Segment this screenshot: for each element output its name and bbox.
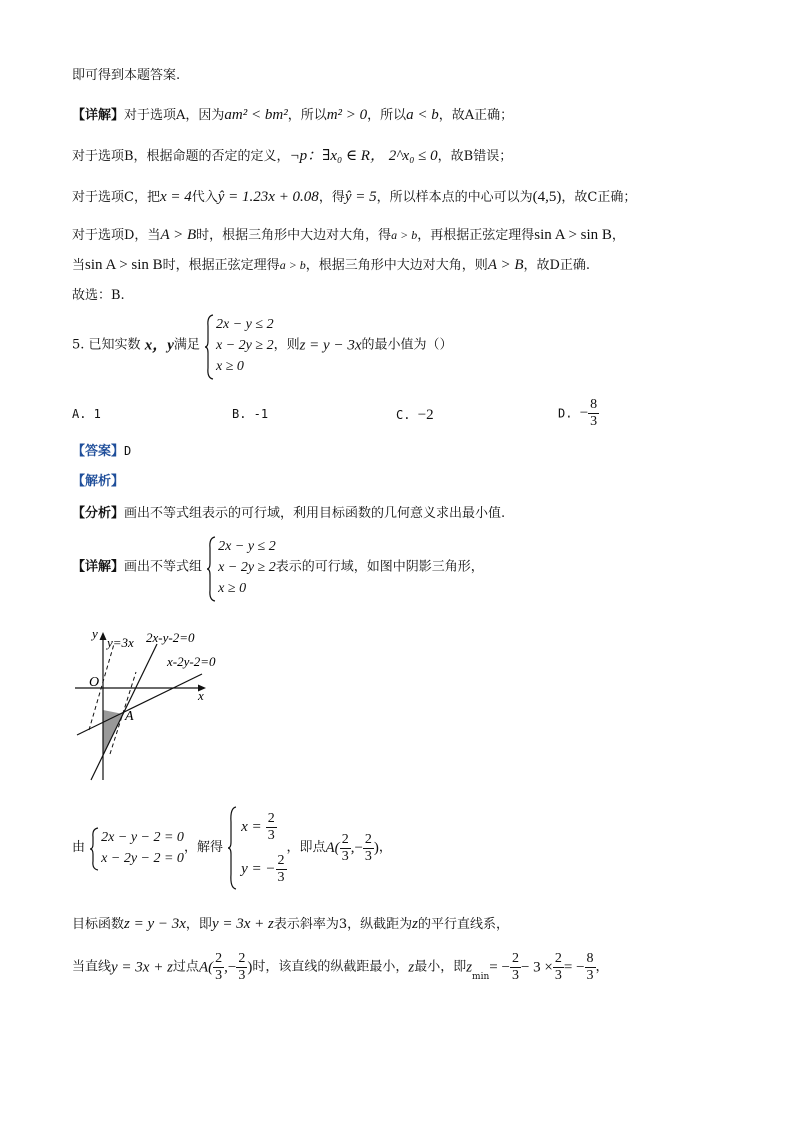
math: z bbox=[466, 959, 473, 976]
detail-option-d-2 bbox=[72, 255, 590, 276]
text: ，所以 bbox=[367, 108, 407, 123]
subscript: min bbox=[472, 972, 490, 982]
math: ,− bbox=[350, 840, 363, 856]
constraint-row: x − 2y ≥ 2 bbox=[218, 560, 276, 575]
numerator: 2 bbox=[364, 831, 372, 847]
fraction bbox=[236, 951, 247, 984]
constraint-system bbox=[206, 536, 276, 599]
denominator: 3 bbox=[364, 848, 372, 864]
text: 画出不等式组表示的可行域，利用目标函数的几何意义求出最小值. bbox=[124, 506, 506, 521]
numerator: 8 bbox=[590, 397, 598, 412]
detail-line bbox=[72, 536, 484, 599]
math: = − bbox=[563, 959, 585, 976]
fraction bbox=[588, 397, 599, 430]
numerator: 2 bbox=[341, 831, 349, 847]
point-a-label: A bbox=[125, 709, 134, 724]
denominator: 3 bbox=[554, 968, 562, 983]
math: − bbox=[579, 405, 589, 421]
math: (4,5) bbox=[532, 189, 562, 205]
text: ，得 bbox=[318, 190, 345, 205]
text: 表示斜率为3，纵截距为 bbox=[273, 917, 413, 932]
constraint-row: 2x − y ≤ 2 bbox=[218, 539, 276, 554]
text: 画出不等式组 bbox=[124, 559, 203, 575]
text: 最小，即 bbox=[414, 959, 467, 975]
text: ，所以样本点的中心可以为 bbox=[376, 190, 533, 205]
numerator: 2 bbox=[267, 810, 275, 826]
math: a < b bbox=[406, 107, 439, 123]
detail-tag: 【详解】 bbox=[72, 108, 125, 123]
detail-option-b bbox=[72, 146, 512, 167]
fraction bbox=[213, 951, 224, 984]
text: 故选：B. bbox=[72, 288, 125, 303]
text: 时，根据正弦定理得 bbox=[162, 258, 280, 273]
label-y-3x: y=3x bbox=[107, 635, 134, 650]
text: 当直线 bbox=[72, 959, 112, 975]
text: C. bbox=[396, 408, 411, 422]
target-line bbox=[72, 914, 509, 935]
numerator: 2 bbox=[511, 951, 519, 966]
text: ， bbox=[595, 959, 609, 975]
solve-line bbox=[72, 806, 392, 890]
math: sin A > sin B bbox=[85, 257, 163, 273]
math: y = 3x + z bbox=[211, 916, 274, 932]
math: x = bbox=[241, 819, 262, 835]
fraction bbox=[276, 853, 287, 886]
math: x = 4 bbox=[159, 189, 192, 205]
numerator: 2 bbox=[277, 852, 285, 868]
option-b bbox=[232, 407, 268, 421]
intro-text: 即可得到本题答案. bbox=[72, 68, 181, 83]
text: 过点 bbox=[172, 959, 199, 975]
text: 当 bbox=[72, 258, 86, 273]
math: z bbox=[408, 959, 415, 976]
denominator: 3 bbox=[215, 968, 223, 983]
text: 时，该直线的纵截距最小， bbox=[252, 959, 409, 975]
text: ，再根据正弦定理得 bbox=[417, 228, 535, 243]
detail-option-d-1 bbox=[72, 225, 625, 246]
fraction bbox=[340, 832, 351, 865]
intro-line bbox=[72, 66, 180, 86]
label-x-2y-2: x-2y-2=0 bbox=[167, 654, 216, 669]
text: A. 1 bbox=[72, 407, 101, 421]
math: A > B bbox=[487, 257, 524, 273]
y-axis-arrow-icon bbox=[100, 632, 107, 640]
brace-icon bbox=[227, 806, 237, 890]
math: A( bbox=[325, 840, 340, 856]
text: ，即点 bbox=[286, 840, 326, 855]
y-axis-label: y bbox=[92, 626, 98, 641]
text: 的平行直线系， bbox=[417, 917, 509, 932]
equation-row: 2x − y − 2 = 0 bbox=[101, 830, 184, 845]
brace-icon bbox=[204, 314, 214, 380]
text: 对于选项C，把 bbox=[72, 190, 160, 205]
text: ， bbox=[611, 228, 625, 243]
math: a > b bbox=[279, 258, 306, 272]
constraint-row: x ≥ 0 bbox=[216, 359, 244, 374]
math: A > B bbox=[160, 227, 197, 243]
text: ，所以 bbox=[287, 108, 327, 123]
text: D. bbox=[558, 406, 573, 421]
constraint-row: 2x − y ≤ 2 bbox=[216, 317, 274, 332]
text: ，故B错误； bbox=[437, 149, 513, 164]
constraint-row: x ≥ 0 bbox=[218, 581, 247, 596]
math: ) bbox=[247, 959, 253, 976]
x-axis-label: x bbox=[198, 688, 204, 703]
answer-value: D bbox=[124, 444, 132, 458]
math: ,− bbox=[224, 959, 237, 976]
fraction bbox=[266, 811, 277, 844]
text: 的最小值为（） bbox=[361, 337, 453, 353]
numerator: 2 bbox=[554, 951, 562, 966]
detail-option-a bbox=[72, 105, 513, 126]
text: ，即 bbox=[185, 917, 212, 932]
label-2x-y-2: 2x-y-2=0 bbox=[146, 630, 195, 645]
numerator: 2 bbox=[215, 951, 223, 966]
math: y = − bbox=[241, 861, 276, 877]
text: B. -1 bbox=[232, 407, 269, 421]
math: −2 bbox=[417, 407, 434, 423]
brace-icon bbox=[89, 827, 99, 871]
text: 时，根据三角形中大边对大角，得 bbox=[196, 228, 392, 243]
math: x，y bbox=[144, 337, 174, 354]
text: ，解得 bbox=[183, 840, 223, 855]
text: ，根据三角形中大边对大角，则 bbox=[305, 258, 488, 273]
question-5 bbox=[72, 314, 453, 377]
analysis-tag: 【解析】 bbox=[72, 474, 125, 489]
math: z = y − 3x bbox=[124, 916, 186, 932]
math: A( bbox=[198, 959, 214, 976]
solution-system bbox=[227, 806, 286, 890]
numerator: 2 bbox=[238, 951, 246, 966]
denominator: 3 bbox=[267, 827, 275, 843]
math: − 3 × bbox=[520, 959, 553, 976]
math: ¬p：∃x₀ ∈ R， 2^x₀ ≤ 0 bbox=[289, 148, 438, 164]
text: 对于选项B，根据命题的否定的定义， bbox=[72, 149, 290, 164]
detail-tag: 【详解】 bbox=[72, 559, 125, 575]
analysis-tag-line bbox=[72, 472, 124, 492]
equation-system bbox=[89, 827, 184, 869]
text: 对于选项D，当 bbox=[72, 228, 161, 243]
math: = − bbox=[489, 959, 510, 976]
option-d bbox=[558, 397, 599, 430]
fraction bbox=[553, 951, 564, 984]
denominator: 3 bbox=[277, 869, 285, 885]
math: ) bbox=[373, 840, 379, 856]
text: 由 bbox=[72, 840, 86, 855]
equation-row: x − 2y − 2 = 0 bbox=[101, 851, 184, 866]
detail-option-c bbox=[72, 187, 636, 208]
constraint-system bbox=[204, 314, 274, 377]
answer-line bbox=[72, 441, 131, 462]
text: 表示的可行域，如图中阴影三角形， bbox=[275, 559, 484, 575]
final-line bbox=[72, 951, 609, 987]
math: z bbox=[412, 916, 418, 932]
text: 代入 bbox=[191, 190, 218, 205]
feasible-region-figure bbox=[70, 622, 240, 792]
origin-label: O bbox=[89, 675, 100, 690]
solution-y bbox=[241, 848, 286, 890]
text: 对于选项A，因为 bbox=[124, 108, 225, 123]
math: m² > 0 bbox=[326, 107, 368, 123]
denominator: 3 bbox=[586, 968, 594, 983]
fraction bbox=[510, 951, 521, 984]
denominator: 3 bbox=[238, 968, 246, 983]
numerator: 8 bbox=[586, 951, 594, 966]
text: ， bbox=[378, 840, 392, 855]
math: y = 3x + z bbox=[111, 959, 173, 976]
math: am² < bm² bbox=[224, 107, 288, 123]
text: ，故D正确. bbox=[523, 258, 591, 273]
question-number: 5. 已知实数 bbox=[72, 337, 141, 353]
text: ，则 bbox=[273, 337, 300, 353]
math: z = y − 3x bbox=[299, 337, 362, 354]
constraint-row: x − 2y ≥ 2 bbox=[216, 338, 274, 353]
fraction bbox=[585, 951, 596, 984]
solution-x bbox=[241, 806, 286, 848]
answer-tag: 【答案】 bbox=[72, 444, 125, 459]
text: ，故A正确； bbox=[438, 108, 514, 123]
denominator: 3 bbox=[511, 968, 519, 983]
fraction bbox=[363, 832, 374, 865]
denominator: 3 bbox=[590, 414, 598, 429]
text: 满足 bbox=[173, 337, 200, 353]
text: ，故C正确； bbox=[561, 190, 637, 205]
math: a > b bbox=[391, 228, 418, 242]
choose-line bbox=[72, 286, 125, 306]
denominator: 3 bbox=[341, 848, 349, 864]
math: sin A > sin B bbox=[534, 227, 612, 243]
math: ŷ = 1.23x + 0.08 bbox=[217, 189, 319, 205]
option-c bbox=[396, 407, 434, 424]
analysis-subtag: 【分析】 bbox=[72, 506, 125, 521]
brace-icon bbox=[206, 536, 216, 602]
text: 目标函数 bbox=[72, 917, 125, 932]
option-a bbox=[72, 407, 101, 421]
analysis-line bbox=[72, 504, 505, 524]
math: ŷ = 5 bbox=[344, 189, 377, 205]
